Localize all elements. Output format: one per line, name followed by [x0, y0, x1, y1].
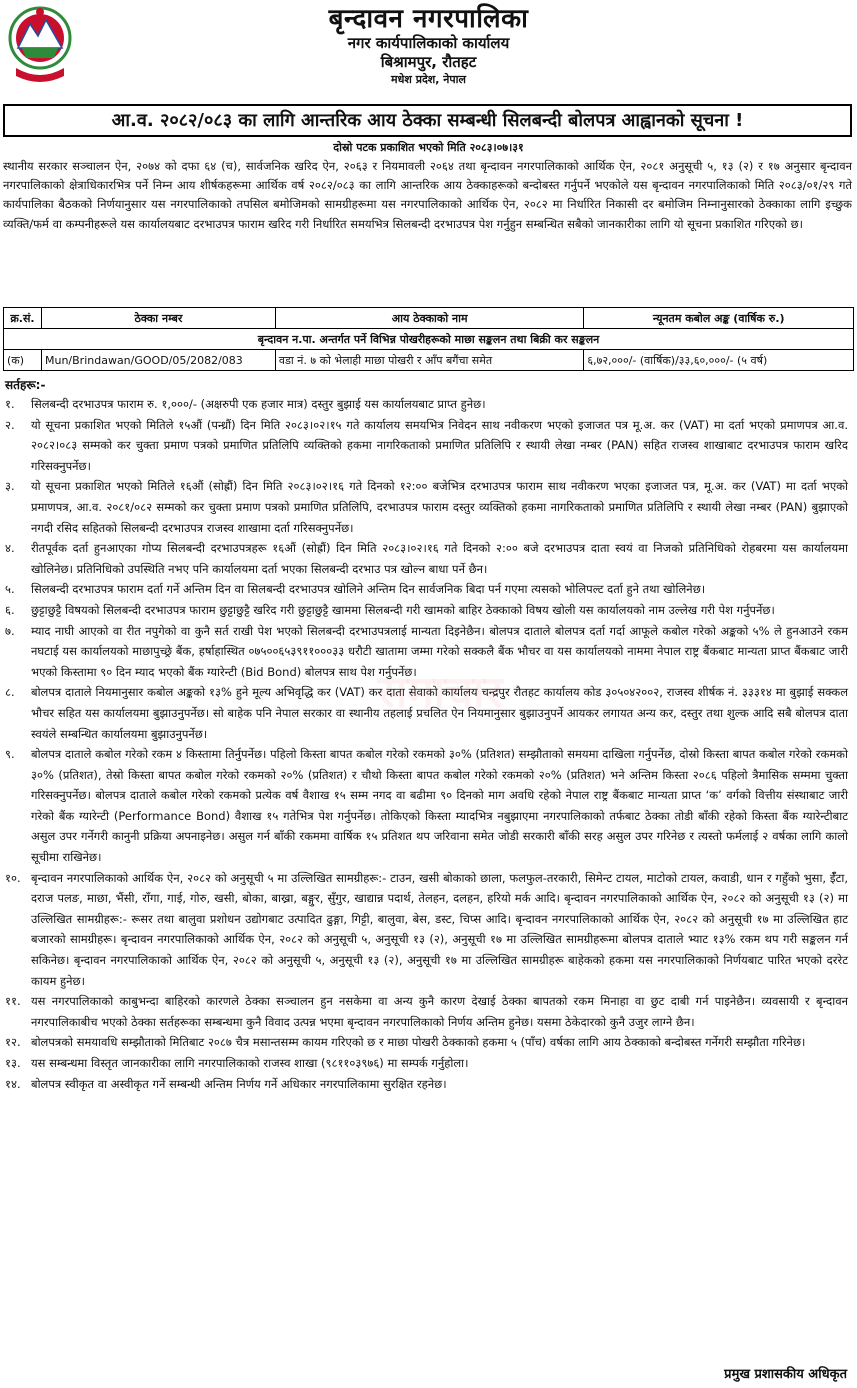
table-subheading: बृन्दावन न.पा. अन्तर्गत पर्ने विभिन्न पोखरीहरूको माछा सङ्कलन तथा बिक्री कर सङ्कलन [4, 329, 854, 350]
cell-contract-name: वडा नं. ७ को भेलाही माछा पोखरी र आँप बगैंचा समेत [275, 350, 583, 371]
term-number: ६. [5, 602, 15, 617]
term-item [3, 868, 848, 992]
col-header-min-bid: न्यूनतम कबोल अङ्क (वार्षिक रु.) [584, 308, 854, 329]
term-text: बोलपत्र दाताले कबोल गरेको रकम ४ किस्तामा तिर्नुपर्नेछ। पहिलो किस्ता बापत कबोल गरेको रकमको ३०% (प्रतिशत) सम्झौताको समयमा दाखिला गर्नुपर्नेछ, दोस्रो किस्ता बापत कबोल गरेको रकमको ३०% (प्रतिशत), तेस्रो किस्ता बापत कबोल गरेको रकमको २०% (प्रतिशत) र चौथो किस्ता बापत कबोल गरेको रकमको २०% (प्रतिशत) भने अन्तिम किस्ता २०८६ पहिलो त्रैमासिक सम्ममा चुक्ता गरिसक्नुपर्नेछ। बोलपत्र दाताले कबोल गरेको रकमको प्रत्येक वर्ष वैशाख १५ सम्म नगद वा बढीमा ९० दिनको माग अवधि रहेको नेपाल राष्ट्र बैंकबाट मान्यता प्राप्त ‘क’ वर्गको वित्तीय संस्थाबाट जारी गरेको बैंक ग्यारेन्टी (Performance Bond) वैशाख १५ गतेभित्र पेश गर्नुपर्नेछ। तोकिएको किस्ता म्यादभित्र नबुझाएमा नगरपालिकाको तर्फबाट ठेक्का तोडी बाँकी रहेको किस्ता बैंक ग्यारेन्टीबाट असुल उपर गर्नेगरी कानुनी प्रक्रिया अपनाइनेछ। असुल गर्न बाँकी रकममा वार्षिक १५ प्रतिशत थप जरिवाना समेत जोडी सरकारी बाँकी सरह असुल उपर गरिनेछ र त्यस्तो फर्मलाई २ वर्षका लागि कालो सूचीमा राखिनेछ। [31, 747, 848, 865]
term-number: ७. [5, 623, 15, 638]
term-text: छुट्टाछुट्टै विषयको सिलबन्दी दरभाउपत्र फाराम छुट्टाछुट्टै खरिद गरी छुट्टाछुट्टै खाममा सिलबन्दी गरी खामको बाहिर ठेक्काको विषय खोली यस कार्यालयको नाम उल्लेख गरी पेश गर्नुपर्नेछ। [31, 602, 775, 617]
term-item [3, 1032, 848, 1053]
contract-table [3, 307, 854, 371]
term-number: १. [5, 397, 15, 411]
term-text: बृन्दावन नगरपालिकाको आर्थिक ऐन, २०८२ को अनुसूची ५ मा उल्लिखित सामग्रीहरू:- टाउन, खसी बोकाको छाला, फलफुल-तरकारी, सिमेन्ट टायल, माटोको टायल, कवाडी, धान र गहुँको भुसा, ईँटा, दराज पलङ, माछा, भैंसी, राँगा, गाई, गोरु, खसी, बोका, बाख्रा, बङ्गुर, सुँगुर, खाद्यान्न पदार्थ, तेलहन, दलहन, हरियो मर्क आदि। बृन्दावन नगरपालिकाको आर्थिक ऐन, २०८२ को अनुसूची १३ (२) मा उल्लिखित सामग्रीहरू:- रूसर तथा बालुवा प्रशोधन उद्योगबाट उत्पादित ढुङ्गा, गिट्टी, बालुवा, बेस, डस्ट, चिप्स आदि। बृन्दावन नगरपालिकाको आर्थिक ऐन, २०८२ को अनुसूची १७ मा उल्लिखित हाट बजारको सामग्रीहरू। बृन्दावन नगरपालिकाको आर्थिक ऐन, २०८२ को अनुसूची ५, अनुसूची १३ (२), अनुसूची १७ मा उल्लिखित सामग्रीहरूमा बोलपत्र दाताले भ्याट १३% रकम थप गरी सङ्कलन गर्न सकिनेछ। बृन्दावन नगरपालिकाको आर्थिक ऐन, २०८२ को अनुसूची ५, अनुसूची १३ (२), अनुसूची १७ मा उल्लिखित सामग्रीहरू बाहेकको हकमा यस नगरपालिकाको निर्णयबाट पारित भएको दररेट कायम हुनेछ। [31, 870, 848, 988]
col-header-sn: क्र.सं. [4, 308, 42, 329]
col-header-contract-name: आय ठेक्काको नाम [275, 308, 583, 329]
table-row [4, 350, 854, 371]
term-text: रीतपूर्वक दर्ता हुनआएका गोप्य सिलबन्दी दरभाउपत्रहरू १६औं (सोह्रौं) दिन मिति २०८३।०२।१६ गते दिनको २:०० बजे दरभाउपत्र दाता स्वयं वा निजको प्रतिनिधिको रोहबरमा यस कार्यालयमा खोलिनेछ। प्रतिनिधिको उपस्थिति नभए पनि कार्यालयमा दर्ता भएका सिलबन्दी दरभाउ पत्र खोल्न बाधा पर्ने छैन। [31, 541, 848, 576]
term-item [3, 579, 848, 600]
terms-list [3, 394, 848, 1094]
province-name: मधेश प्रदेश, नेपाल [391, 73, 466, 86]
term-number: ४. [5, 541, 15, 556]
term-text: सिलबन्दी दरभाउपत्र फाराम रु. १,०००/- (अक्षरुपी एक हजार मात्र) दस्तुर बुझाई यस कार्यालयबाट प्राप्त हुनेछ। [31, 397, 486, 411]
term-item [3, 1053, 848, 1074]
table-header-row [4, 308, 854, 329]
term-number: ११. [5, 994, 21, 1009]
term-text: यस नगरपालिकाको काबुभन्दा बाहिरको कारणले ठेक्का सञ्चालन हुन नसकेमा वा अन्य कुनै कारण देखाई ठेक्का बापतको रकम मिनाहा वा छुट दाबी गर्न पाइनेछैन। व्यवसायी र बृन्दावन नगरपालिकाबीच भएको ठेक्का सर्तहरूका सम्बन्धमा कुनै विवाद उत्पन्न भएमा बृन्दावन नगरपालिकाको निर्णय अन्तिम हुनेछ। यसमा ठेकेदारको कुनै उजुर लाग्ने छैन। [31, 994, 848, 1029]
office-name: नगर कार्यपालिकाको कार्यालय [347, 34, 510, 52]
term-number: १४. [5, 1076, 21, 1091]
term-number: ८. [5, 685, 15, 700]
term-item [3, 538, 848, 579]
term-number: ९. [5, 747, 15, 762]
intro-paragraph: स्थानीय सरकार सञ्चालन ऐन, २०७४ को दफा ६४ (च), सार्वजनिक खरिद ऐन, २०६३ र नियमावली २०६४ तथा बृन्दावन नगरपालिकाको आर्थिक ऐन, २०८१ अनुसूची ५, १३ (२) र १७ अनुसार बृन्दावन नगरपालिकाको क्षेत्राधिकारभित्र पर्ने निम्न आय शीर्षकहरूमा आर्थिक वर्ष २०८२/०८३ का लागि आन्तरिक आय ठेक्काहरूको बन्दोबस्त गर्नुपर्ने भएकोले यस बृन्दावन नगरपालिकाको मिति २०८३/०१/२९ गते कार्यपालिका बैठकको निर्णयानुसार यस नगरपालिकाको तपसिल बमोजिमको सामग्रीहरूमा यस नगरपालिकाको आर्थिक ऐन, २०८२ मा निर्धारित निकासी दर बमोजिम निम्नानुसारको ठेक्काका लागि इच्छुक व्यक्ति/फर्म वा कम्पनीहरूले यस कार्यालयबाट दरभाउपत्र फाराम खरिद गरी निर्धारित समयभित्र सिलबन्दी दरभाउपत्र पेश गर्नुहुन सम्बन्धित सबैको जानकारीका लागि यो सूचना प्रकाशित गरिएको छ। [3, 159, 852, 231]
term-item [3, 1074, 848, 1095]
term-text: बोलपत्र स्वीकृत वा अस्वीकृत गर्ने सम्बन्धी अन्तिम निर्णय गर्ने अधिकार नगरपालिकामा सुरक्षित रहनेछ। [31, 1076, 447, 1091]
term-number: ५. [5, 582, 15, 597]
term-text: यो सूचना प्रकाशित भएको मितिले १५औं (पन्ध्रौं) दिन मिति २०८३।०२।१५ गते कार्यालय समयभित्र निवेदन साथ नवीकरण भएको इजाजत पत्र मू.अ. कर (VAT) मा दर्ता भएको प्रमाणपत्र आ.व. २०८२।०८३ सम्मको कर चुक्ता प्रमाण पत्रको प्रमाणित प्रतिलिपि व्यक्तिको हकमा नागरिकताको प्रमाणित प्रतिलिपि र स्थायी लेखा नम्बर (PAN) सहित राजस्व शाखाबाट दरभाउपत्र फाराम खरिद गरिसक्नुपर्नेछ। [31, 417, 848, 473]
term-item [3, 744, 848, 868]
term-item [3, 600, 848, 621]
term-item [3, 991, 848, 1032]
notice-title: आ.व. २०८२/०८३ का लागि आन्तरिक आय ठेक्का सम्बन्धी सिलबन्दी बोलपत्र आह्वानको सूचना ! [3, 104, 852, 137]
table-subheading-row [4, 329, 854, 350]
term-text: म्याद नाघी आएको वा रीत नपुगेको वा कुनै सर्त राखी पेश भएको सिलबन्दी दरभाउपत्रलाई मान्यता दिइनेछैन। बोलपत्र दाताले बोलपत्र दर्ता गर्दा आफूले कबोल गरेको अङ्कको ५% ले हुनआउने रकम नघटाई यस कार्यालयको माछापुच्छ्रे बैंक, हर्षाहास्थित ०७५००६५३९११०००३३ धरौटी खातामा जम्मा गरेको सक्कलै बैंक भौचर वा यस कार्यालयको नाममा नेपाल राष्ट्र बैंकबाट मान्यता प्राप्त बैंकबाट जारी भएको किस्तामा ९० दिन म्याद भएको बैंक ग्यारेन्टी (Bid Bond) बोलपत्र साथ पेश गर्नुपर्नेछ। [31, 623, 848, 679]
term-number: १३. [5, 1056, 21, 1070]
term-text: बोलपत्र दाताले नियमानुसार कबोल अङ्कको १३% हुने मूल्य अभिवृद्धि कर (VAT) कर दाता सेवाको कार्यालय चन्द्रपुर रौतहट कार्यालय कोड ३०५०४२००२, राजस्व शीर्षक नं. ३३३१४ मा बुझाई सक्कल भौचर सहित यस कार्यालयमा बुझाउनुपर्नेछ। सो बाहेक पनि नेपाल सरकार वा स्थानीय तहलाई प्रचलित ऐन नियमानुसार बुझाउनुपर्ने आयकर लगायत अन्य कर, दस्तुर तथा शुल्क आदि सबै बोलपत्र दाता स्वयंले सम्बन्धित कार्यालयमा बुझाउनुपर्नेछ। [31, 685, 848, 741]
term-number: २. [5, 417, 15, 432]
cell-sn: (क) [4, 350, 42, 371]
term-item [3, 415, 848, 477]
term-text: सिलबन्दी दरभाउपत्र फाराम दर्ता गर्ने अन्तिम दिन वा सिलबन्दी दरभाउपत्र खोलिने अन्तिम दिन सार्वजनिक बिदा पर्न गएमा त्यसको भोलिपल्ट दर्ता हुने तथा खोलिनेछ। [31, 582, 706, 597]
cell-min-bid: ६,७२,०००/- (वार्षिक)/३३,६०,०००/- (५ वर्ष) [584, 350, 854, 371]
term-number: १२. [5, 1035, 21, 1050]
term-text: यो सूचना प्रकाशित भएको मितिले १६औं (सोह्रौं) दिन मिति २०८३।०२।१६ गते दिनको १२:०० बजेभित्र दरभाउपत्र फाराम साथ नवीकरण भएका इजाजत पत्र, मू.अ. कर (VAT) मा दर्ता भएको प्रमाणपत्र, आ.व. २०८१/०८२ सम्मको कर चुक्ता प्रमाण पत्रको प्रमाणित प्रतिलिपि, दरभाउपत्र फाराम दस्तुर व्यक्तिको हकमा नागरिकताको प्रमाणित प्रतिलिपि र स्थायी लेखा नम्बर (PAN) बुझाएको नगदी रसिद सहितको सिलबन्दी दरभाउपत्र राजस्व शाखामा दर्ता गरिसक्नुपर्नेछ। [31, 479, 848, 535]
publication-date: दोस्रो पटक प्रकाशित भएको मिति २०८३।०७।३१ [333, 141, 524, 154]
term-text: बोलपत्रको समयावधि सम्झौताको मितिबाट २०८७ चैत्र मसान्तसम्म कायम गरिएको छ र माछा पोखरी ठेक्काको हकमा ५ (पाँच) वर्षका लागि आय ठेक्काको बन्दोबस्त गर्नेगरी सम्झौता गरिनेछ। [31, 1035, 806, 1050]
watermark: समाचार [377, 667, 503, 718]
term-item [3, 476, 848, 538]
letterhead [0, 0, 857, 100]
term-number: ३. [5, 479, 15, 494]
term-text: यस सम्बन्धमा विस्तृत जानकारीका लागि नगरपालिकाको राजस्व शाखा (९८११०३९७६) मा सम्पर्क गर्नुहोला। [31, 1056, 469, 1070]
office-address: बिश्रामपुर, रौतहट [380, 53, 477, 71]
terms-heading: सर्तहरू:- [5, 378, 46, 392]
signature-title: प्रमुख प्रशासकीय अधिकृत [724, 1367, 847, 1382]
municipality-name: बृन्दावन नगरपालिका [328, 4, 529, 34]
cell-contract-no: Mun/Brindawan/GOOD/05/2082/083 [41, 350, 275, 371]
term-item [3, 394, 848, 415]
col-header-contract-no: ठेक्का नम्बर [41, 308, 275, 329]
term-number: १०. [5, 870, 21, 885]
